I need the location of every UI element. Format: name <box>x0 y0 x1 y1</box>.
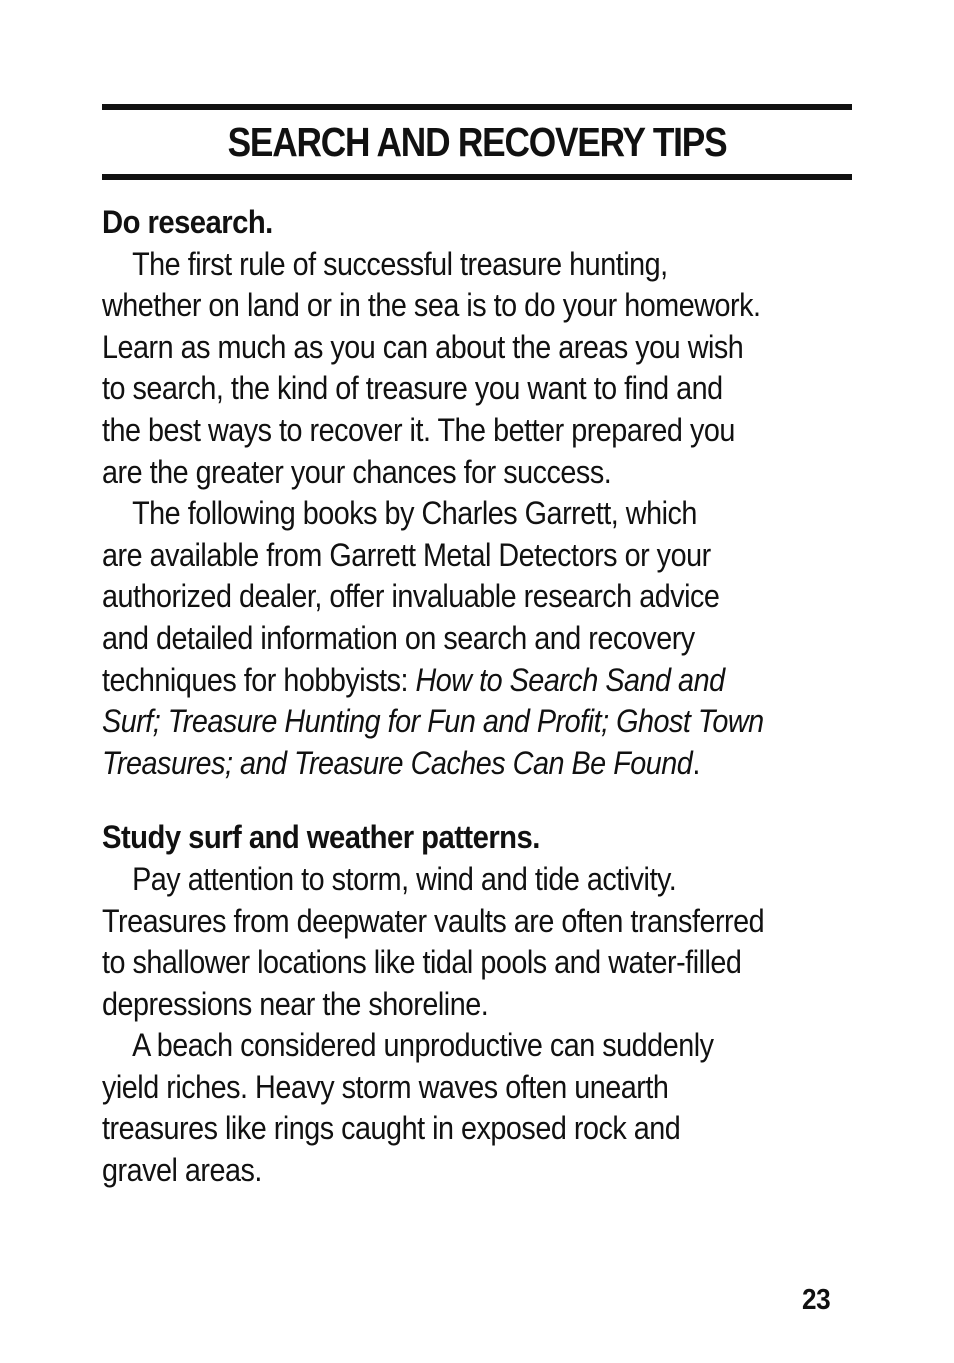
book-title-text: Treasures; and Treasure Caches Can Be Found <box>102 744 693 781</box>
paragraph-line: treasures like rings caught in exposed rock and <box>102 1110 681 1147</box>
paragraph-line: and detailed information on search and recovery <box>102 619 695 656</box>
page-number: 23 <box>802 1284 831 1316</box>
paragraph-line: the best ways to recover it. The better prepared you <box>102 411 735 448</box>
section-do-research <box>102 202 852 784</box>
title-rule-box <box>102 104 852 180</box>
page-title: SEARCH AND RECOVERY TIPS <box>227 118 727 165</box>
paragraph-line: authorized dealer, offer invaluable research advice <box>102 578 720 615</box>
paragraph-line: Treasures from deepwater vaults are often transferred <box>102 902 765 939</box>
paragraph-line: Learn as much as you can about the areas you wish <box>102 328 744 365</box>
paragraph-line: to shallower locations like tidal pools and water-filled <box>102 944 742 981</box>
line-period: . <box>692 744 700 781</box>
line-text: techniques for hobbyists: <box>102 661 416 698</box>
paragraph-line: whether on land or in the sea is to do your homework. <box>102 287 761 324</box>
paragraph-line: gravel areas. <box>102 1152 262 1189</box>
book-titles-line: Surf; Treasure Hunting for Fun and Profit; Ghost Town <box>102 703 764 740</box>
paragraph-line: to search, the kind of treasure you want to find and <box>102 370 723 407</box>
page-content <box>102 104 852 1192</box>
paragraph-line: depressions near the shoreline. <box>102 985 489 1022</box>
section-heading: Study surf and weather patterns. <box>102 819 540 856</box>
book-title-text: How to Search Sand and <box>415 661 725 698</box>
paragraph-line: The following books by Charles Garrett, which <box>132 495 697 532</box>
paragraph-line: yield riches. Heavy storm waves often unearth <box>102 1068 669 1105</box>
paragraph-line: Pay attention to storm, wind and tide activity. <box>132 860 677 897</box>
paragraph-line <box>102 660 766 702</box>
paragraph-line: The first rule of successful treasure hunting, <box>132 245 668 282</box>
section-heading: Do research. <box>102 204 273 240</box>
section-surf-weather <box>102 817 852 1191</box>
paragraph-line: are available from Garrett Metal Detectors or your <box>102 536 711 573</box>
paragraph-line <box>102 743 766 785</box>
paragraph-line: A beach considered unproductive can suddenly <box>132 1027 714 1064</box>
paragraph-line: are the greater your chances for success. <box>102 453 612 490</box>
